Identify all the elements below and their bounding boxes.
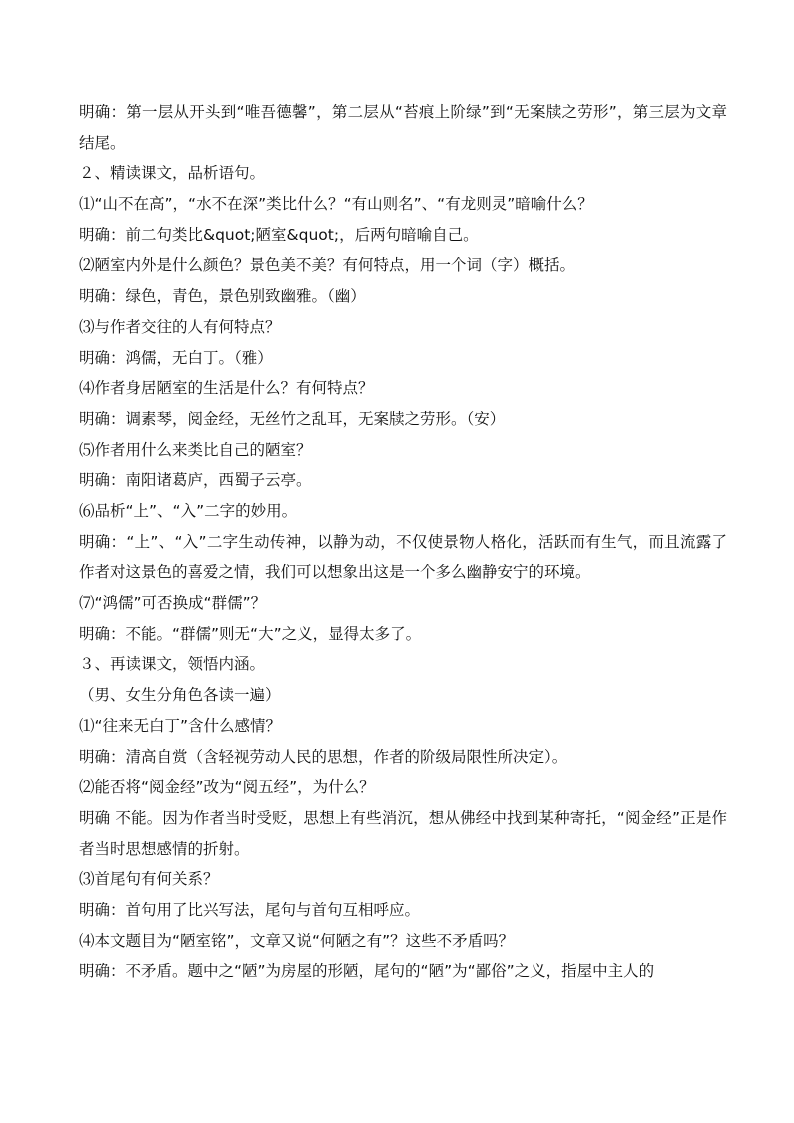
question-7: ⑺“鸿儒”可否换成“群儒”？ [79,594,267,613]
section-heading-close-reading: ２、精读课文，品析语句。 [79,164,266,183]
section-heading-reread: ３、再读课文，领悟内涵。 [79,655,266,674]
answer-10: 明确：首句用了比兴写法，尾句与首句互相呼应。 [79,900,421,919]
question-4: ⑷作者身居陋室的生活是什么？有何特点？ [79,379,374,398]
answer-8: 明确：清高自赏（含轻视劳动人民的思想，作者的阶级局限性所决定）。 [79,747,568,766]
answer-4: 明确：调素琴，阅金经，无丝竹之乱耳，无案牍之劳形。（安） [79,409,506,428]
question-8: ⑴“往来无白丁”含什么感情？ [79,716,282,735]
answer-2: 明确：绿色，青色，景色别致幽雅。（幽） [79,287,366,306]
question-6: ⑹品析“上”、“入”二字的妙用。 [79,501,298,520]
question-5: ⑸作者用什么来类比自己的陋室？ [79,440,312,459]
question-1: ⑴“山不在高”，“水不在深”类比什么？“有山则名”、“有龙则灵”暗喻什么？ [79,195,593,214]
question-9: ⑵能否将“阅金经”改为“阅五经”，为什么？ [79,778,375,797]
answer-5: 明确：南阳诸葛庐，西蜀子云亭。 [79,471,312,490]
answer-1: 明确：前二句类比&quot;陋室&quot;，后两句暗喻自己。 [79,225,479,244]
answer-6: 明确：“上”、“入”二字生动传神，以静为动，不仅使景物人格化，活跃而有生气，而且流露了作者对这景色的喜爱之情，我们可以想象出这是一个多么幽静安宁的环境。 [79,532,727,582]
reading-instruction: （男、女生分角色各读一遍） [79,686,281,705]
answer-9: 明确 不能。因为作者当时受贬，思想上有些消沉，想从佛经中找到某种寄托，“阅金经”正是作者当时思想感情的折射。 [79,808,727,858]
question-3: ⑶与作者交往的人有何特点？ [79,317,281,336]
answer-7: 明确：不能。“群儒”则无“大”之义，显得太多了。 [79,624,422,643]
question-2: ⑵陋室内外是什么颜色？景色美不美？有何特点，用一个词（字）概括。 [79,256,576,275]
answer-3: 明确：鸿儒，无白丁。（雅） [79,348,273,367]
answer-paragraph-structure: 明确：第一层从开头到“唯吾德馨”，第二层从“苔痕上阶绿”到“无案牍之劳形”，第三层为文章结尾。 [79,103,727,152]
question-10: ⑶首尾句有何关系？ [79,870,219,889]
document-body [79,97,727,987]
question-11: ⑷本文题目为“陋室铭”，文章又说“何陋之有”？这些不矛盾吗？ [79,931,515,950]
answer-11: 明确：不矛盾。题中之“陋”为房屋的形陋，尾句的“陋”为“鄙俗”之义，指屋中主人的 [79,962,655,981]
